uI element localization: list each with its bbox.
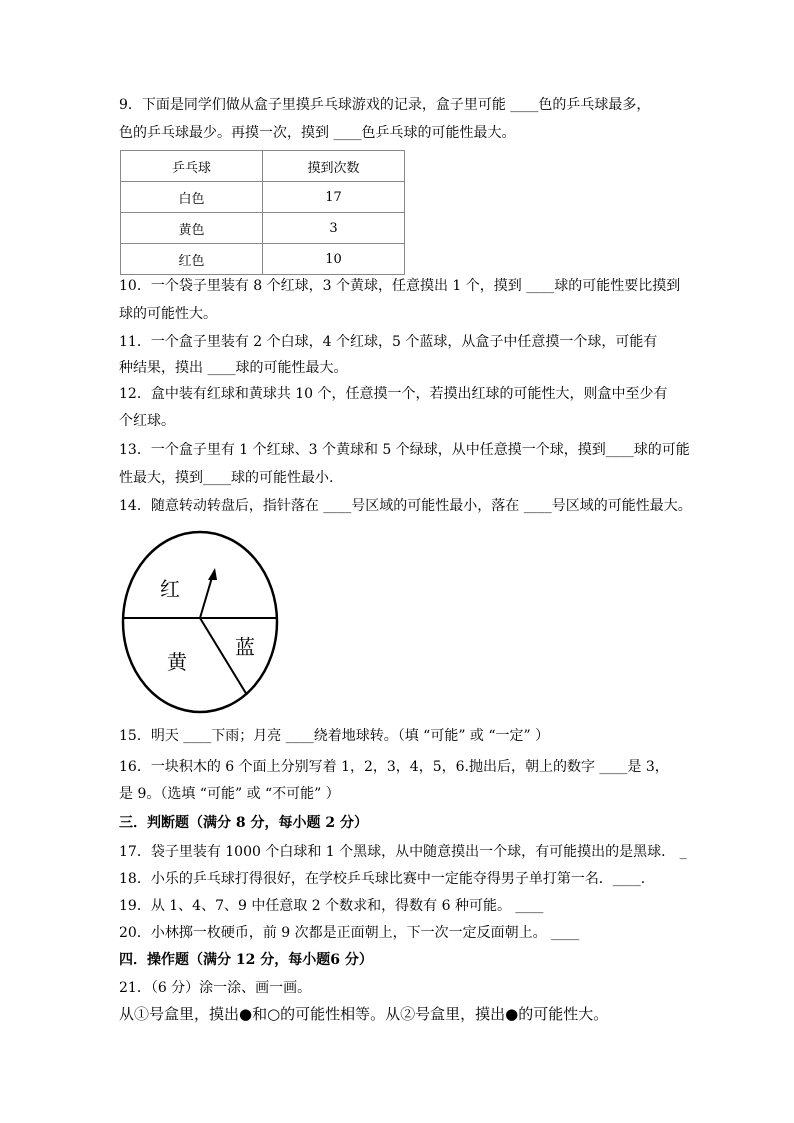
q10-line-1: 10．一个袋子里装有 8 个红球，3 个黄球，任意摸出 1 个，摸到 ____球的可能性要比摸到	[119, 278, 681, 294]
region-label-yellow: 黄	[167, 650, 187, 674]
q9-line-1: 9．下面是同学们做从盒子里摸乒乓球游戏的记录，盒子里可能 ____色的乒乓球最多，	[119, 97, 651, 113]
record-table	[120, 150, 405, 275]
table-row	[121, 244, 405, 275]
table-cell: 红色	[121, 244, 263, 275]
table-row	[121, 182, 405, 213]
q21-line-1: 21．（6 分）涂一涂、画一画。	[119, 980, 312, 996]
pointer-arrow-head	[208, 568, 217, 580]
spinner-wheel	[120, 528, 282, 718]
pointer-arrow	[200, 574, 213, 618]
table-cell: 3	[263, 213, 405, 244]
region-label-red: 红	[160, 577, 180, 601]
table-cell: 17	[263, 182, 405, 213]
wheel-outline	[123, 532, 277, 712]
table-row	[121, 213, 405, 244]
question-20: 20．小林掷一枚硬币，前 9 次都是正面朝上，下一次一定反面朝上。 ____	[119, 925, 580, 941]
section-4-title: 四．操作题（满分 12 分，每小题6 分）	[119, 952, 373, 968]
table-cell: 10	[263, 244, 405, 275]
question-19: 19．从 1、4、7、9 中任意取 2 个数求和，得数有 6 种可能。 ____	[119, 898, 544, 914]
q15-line-1: 15．明天 ____下雨；月亮 ____绕着地球转。（填 “可能” 或 “一定” ）	[119, 728, 550, 744]
q21-line-2: 从①号盒里，摸出●和○的可能性相等。从②号盒里，摸出●的可能性大。	[119, 1005, 609, 1023]
q14-line-1: 14．随意转动转盘后，指针落在 ____号区域的可能性最小，落在 ____号区域的可能性最大。	[119, 498, 692, 514]
q16-line-1: 16．一块积木的 6 个面上分别写着 1，2，3，4，5，6.抛出后，朝上的数字 ____是 3，	[119, 759, 669, 775]
table-header-row	[121, 151, 405, 182]
q12-line-1: 12．盒中装有红球和黄球共 10 个，任意摸一个，若摸出红球的可能性大，则盒中至少有	[119, 386, 668, 402]
q10-line-2: 球的可能性大。	[119, 306, 217, 322]
section-3-title: 三．判断题（满分 8 分，每小题 2 分）	[119, 815, 368, 831]
table-cell: 白色	[121, 182, 263, 213]
q9-line-2: 色的乒乓球最少。再摸一次，摸到 ____色乒乓球的可能性最大。	[119, 125, 516, 141]
question-18: 18．小乐的乒乓球打得很好，在学校乒乓球比赛中一定能夺得男子单打第一名．____.	[119, 871, 646, 887]
question-17: 17．袋子里装有 1000 个白球和 1 个黑球，从中随意摸出一个球，有可能摸出的是黑球． _	[119, 844, 687, 860]
table-header-cell: 摸到次数	[263, 151, 405, 182]
q13-line-1: 13．一个盒子里有 1 个红球、3 个黄球和 5 个绿球，从中任意摸一个球，摸到____球的可能	[119, 442, 690, 458]
q11-line-2: 种结果，摸出 ____球的可能性最大。	[119, 360, 348, 376]
q12-line-2: 个红球。	[119, 413, 175, 429]
table-cell: 黄色	[121, 213, 263, 244]
q16-line-2: 是 9。（选填 “可能” 或 “不可能” ）	[119, 786, 340, 802]
table-header-cell: 乒乓球	[121, 151, 263, 182]
q13-line-2: 性最大，摸到____球的可能性最小.	[119, 470, 334, 486]
region-label-blue: 蓝	[235, 635, 255, 659]
q11-line-1: 11．一个盒子里装有 2 个白球，4 个红球，5 个蓝球，从盒子中任意摸一个球，可能有	[119, 334, 658, 350]
